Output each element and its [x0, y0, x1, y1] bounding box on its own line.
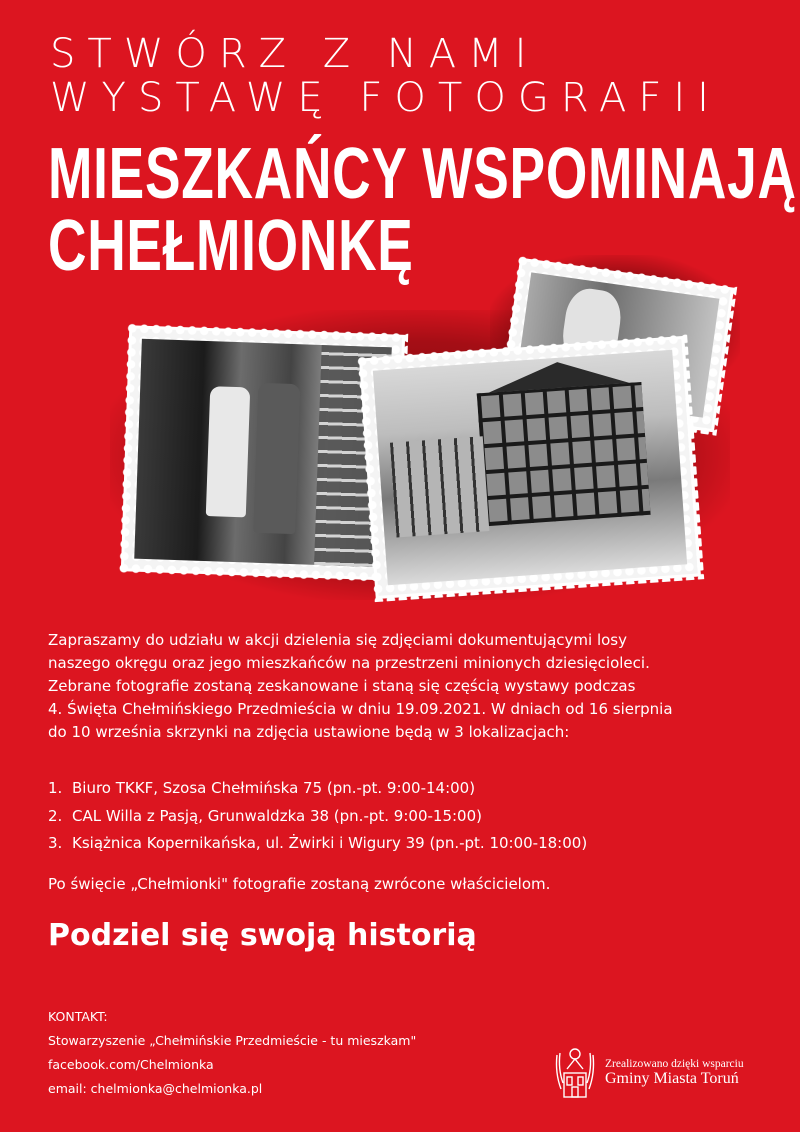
location-text: CAL Willa z Pasją, Grunwaldzka 38 (pn.-pt. 9:00-15:00)	[72, 806, 482, 825]
sponsor-line-2: Gminy Miasta Toruń	[605, 1070, 739, 1087]
location-text: Książnica Kopernikańska, ul. Żwirki i Wigury 39 (pn.-pt. 10:00-18:00)	[72, 834, 588, 852]
email-link[interactable]: email: chelmionka@chelmionka.pl	[48, 1081, 263, 1096]
sponsor-line-1: Zrealizowano dzięki wsparciu	[605, 1058, 744, 1070]
location-item	[48, 830, 587, 858]
paragraph-line: Zapraszamy do udziału w akcji dzielenia się zdjęciami dokumentującymi losy	[48, 631, 627, 649]
contact-label: KONTAKT:	[48, 1009, 108, 1024]
man-figure	[253, 383, 300, 534]
return-note: Po święcie „Chełmionki" fotografie zostaną zwrócone właścicielom.	[48, 875, 551, 893]
location-text: Biuro TKKF, Szosa Chełmińska 75 (pn.-pt. 9:00-14:00)	[72, 779, 476, 797]
subtitle-line-2: WYSTAWĘ FOTOGRAFII	[50, 75, 721, 121]
contact-organization: Stowarzyszenie „Chełmińskie Przedmieście - tu mieszkam"	[48, 1033, 417, 1048]
location-item	[48, 803, 587, 831]
subtitle	[50, 32, 721, 120]
half-timbered-wall	[477, 382, 651, 526]
locations-list	[48, 775, 587, 858]
paragraph-line: do 10 września skrzynki na zdjęcia ustawione będą w 3 lokalizacjach:	[48, 723, 570, 741]
sponsor-block	[553, 1045, 744, 1101]
sponsor-text	[605, 1058, 744, 1088]
photo-collage	[0, 255, 800, 600]
tagline: Podziel się swoją historią	[48, 918, 477, 953]
house-side	[390, 436, 489, 537]
intro-paragraph	[48, 629, 768, 744]
list-number: 2.	[48, 806, 63, 825]
subtitle-line-1: STWÓRZ Z NAMI	[50, 31, 539, 77]
location-item	[48, 775, 587, 803]
facebook-link[interactable]: facebook.com/Chelmionka	[48, 1057, 214, 1072]
list-number: 3.	[48, 834, 63, 852]
torun-coat-of-arms-icon	[553, 1045, 597, 1101]
building-photo	[362, 339, 698, 596]
title-line-2: CHEŁMIONKĘ	[48, 206, 414, 286]
paragraph-line: Zebrane fotografie zostaną zeskanowane i staną się częścią wystawy podczas	[48, 677, 636, 695]
paragraph-line: 4. Święta Chełmińskiego Przedmieścia w dniu 19.09.2021. W dniach od 16 sierpnia	[48, 700, 673, 718]
woman-figure	[206, 386, 251, 517]
paragraph-line: naszego okręgu oraz jego mieszkańców na przestrzeni minionych dziesięcioleci.	[48, 654, 650, 672]
title-line-1: MIESZKAŃCY WSPOMINAJĄ	[48, 134, 797, 214]
contact-section	[48, 1005, 416, 1101]
list-number: 1.	[48, 779, 63, 797]
